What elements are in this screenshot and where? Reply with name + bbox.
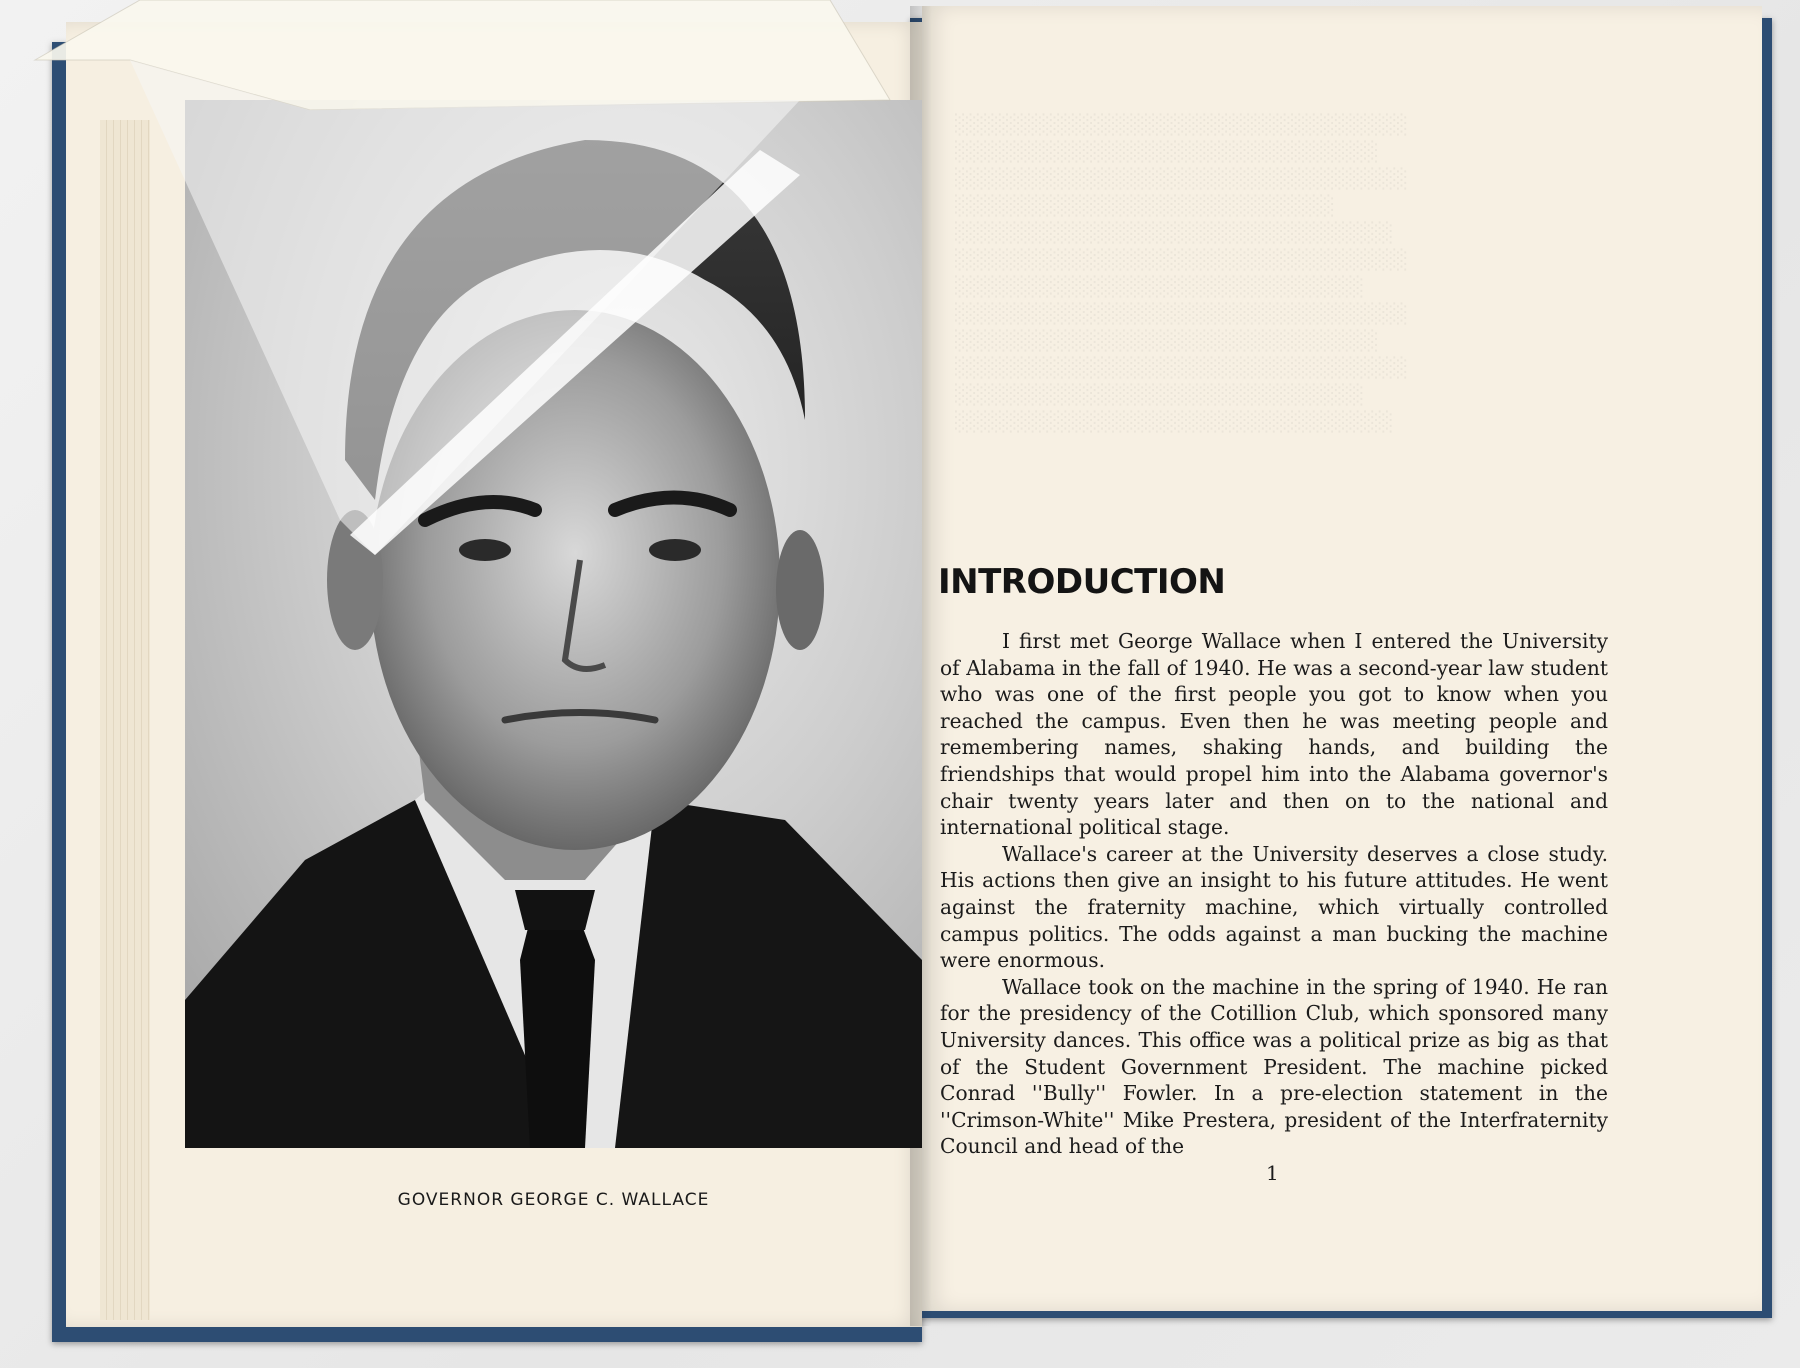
photo-caption: GOVERNOR GEORGE C. WALLACE (397, 1190, 710, 1210)
portrait-photo (185, 100, 922, 1148)
page-number: 1 (1266, 1161, 1279, 1185)
portrait-illustration (185, 100, 922, 1148)
show-through-text: ░░░░░░░░░░░░░░░░░░░░░░░░░░░░░░░ ░░░░░░░░░░░░░░░░░░░░░░░░░░░░░ ░░░░░░░░░░░░░░░░░░░░░░░░░░░░░░░ ░░░░░░░░░░░░░░░░░░░░░░░░░░ ░░░░░░░░░░░░░░░░░░░░░░░░░░░░░░ ░░░░░░░░░░░░░░░░░░░░░░░░░░░░░░░ ░░░░░░░░░░░░░░░░░░░░░░░░░░░░ ░░░░░░░░░░░░░░░░░░░░░░░░░░░░░░░ ░░░░░░░░░░░░░░░░░░░░░░░░░░░░░ ░░░░░░░░░░░░░░░░░░░░░░░░░░░░░░░ ░░░░░░░░░░░░░░░░░░░░░░░░░░░░ ░░░░░░░░░░░░░░░░░░░░░░░░░░░░░░ (955, 114, 1408, 433)
page-edges (100, 120, 150, 1320)
paragraph: Wallace took on the machine in the spring of 1940. He ran for the presidency of the Cotillion Club, which sponsored many University dances. This office was a political prize as big as that of the Student Government President. The machine picked Conrad ''Bully'' Fowler. In a pre-election statement in the ''Crimson-White'' Mike Prestera, president of the Interfraternity Council and head of the (940, 974, 1608, 1159)
paragraph: I first met George Wallace when I entered the University of Alabama in the fall of 1940. He was a second-year law student who was one of the first people you got to know when you reached the campus. Even then he was meeting people and remembering names, shaking hands, and building the friendships that would propel him into the Alabama governor's chair twenty years later and then on to the national and international political stage. (940, 629, 1608, 840)
paragraph: Wallace's career at the University deserves a close study. His actions then give an insight to his future attitudes. He went against the fraternity machine, which virtually controlled campus politics. The odds against a man bucking the machine were enormous. (940, 841, 1608, 973)
body-text (940, 628, 1608, 1160)
chapter-heading: INTRODUCTION (938, 562, 1226, 602)
